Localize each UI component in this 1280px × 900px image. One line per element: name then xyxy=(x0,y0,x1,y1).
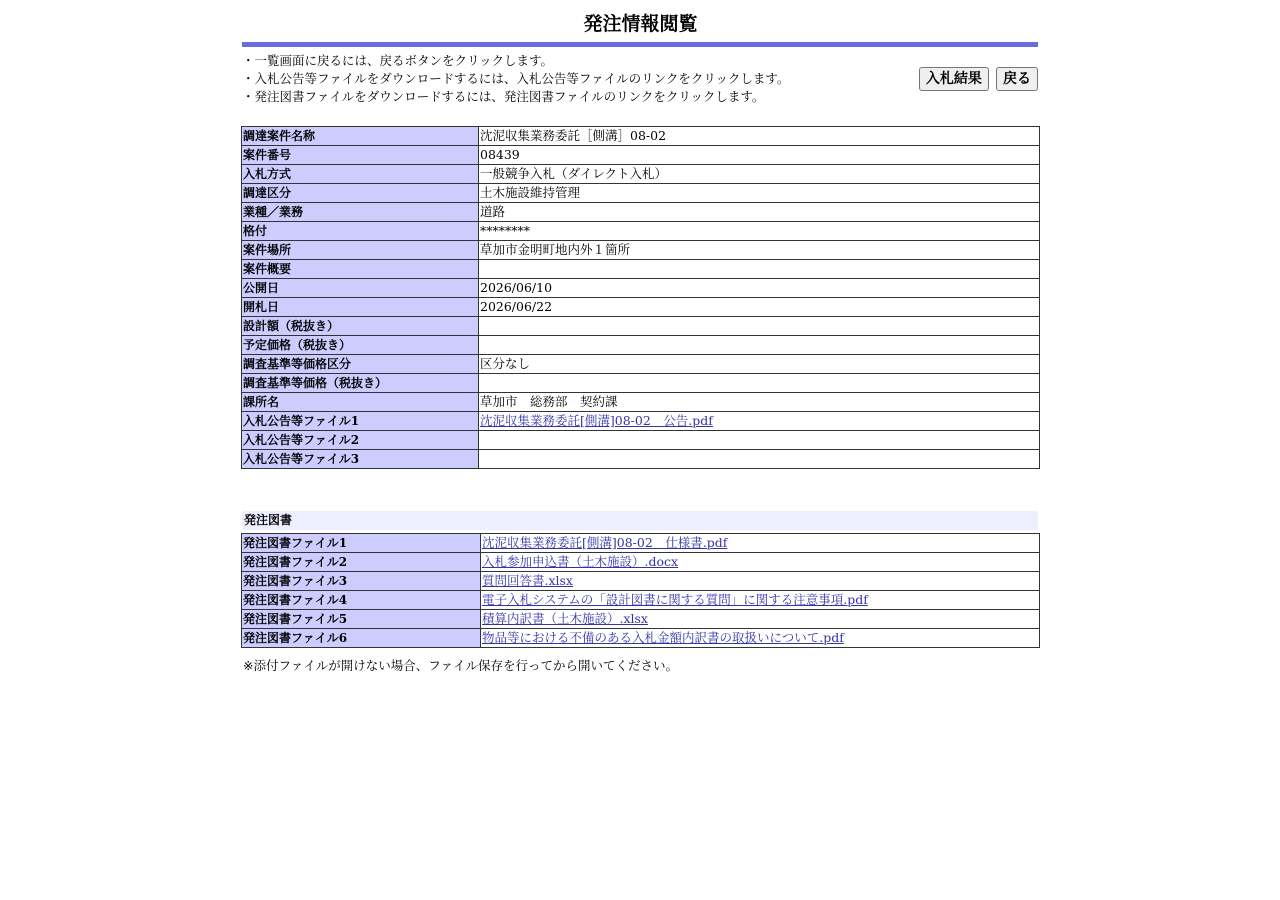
info-row xyxy=(242,393,1040,412)
info-label: 入札方式 xyxy=(242,165,479,184)
info-value: 土木施設維持管理 xyxy=(479,184,1040,203)
info-row xyxy=(242,222,1040,241)
info-value xyxy=(479,336,1040,355)
info-row xyxy=(242,336,1040,355)
drawing-file-link[interactable]: 入札参加申込書（土木施設）.docx xyxy=(482,554,679,569)
notice-file-link[interactable]: 沈泥収集業務委託[側溝]08-02 公告.pdf xyxy=(480,413,713,428)
info-row xyxy=(242,260,1040,279)
drawing-label: 発注図書ファイル6 xyxy=(242,629,481,648)
info-value: 一般競争入札（ダイレクト入札） xyxy=(479,165,1040,184)
drawing-row xyxy=(242,534,1040,553)
drawing-label: 発注図書ファイル3 xyxy=(242,572,481,591)
info-label: 設計額（税抜き） xyxy=(242,317,479,336)
info-row xyxy=(242,279,1040,298)
drawing-row xyxy=(242,610,1040,629)
info-row xyxy=(242,146,1040,165)
info-row xyxy=(242,298,1040,317)
info-value xyxy=(479,317,1040,336)
info-value xyxy=(479,450,1040,469)
info-label: 入札公告等ファイル1 xyxy=(242,412,479,431)
drawing-row xyxy=(242,591,1040,610)
drawings-table xyxy=(241,533,1040,648)
drawing-value xyxy=(481,610,1040,629)
drawing-label: 発注図書ファイル4 xyxy=(242,591,481,610)
drawing-label: 発注図書ファイル1 xyxy=(242,534,481,553)
info-value: 区分なし xyxy=(479,355,1040,374)
drawings-heading: 発注図書 xyxy=(242,511,1038,530)
drawing-file-link[interactable]: 物品等における不備のある入札金額内訳書の取扱いについて.pdf xyxy=(482,630,844,645)
drawing-file-link[interactable]: 沈泥収集業務委託[側溝]08-02 仕様書.pdf xyxy=(482,535,728,550)
info-value: ******** xyxy=(479,222,1040,241)
info-label: 案件概要 xyxy=(242,260,479,279)
attachment-note: ※添付ファイルが開けない場合、ファイル保存を行ってから開いてください。 xyxy=(243,658,678,673)
info-value: 草加市 総務部 契約課 xyxy=(479,393,1040,412)
info-label: 業種／業務 xyxy=(242,203,479,222)
info-row xyxy=(242,374,1040,393)
drawing-file-link[interactable]: 電子入札システムの「設計図書に関する質問」に関する注意事項.pdf xyxy=(482,592,868,607)
info-value xyxy=(479,260,1040,279)
page-title: 発注情報閲覧 xyxy=(583,13,698,35)
drawing-value xyxy=(481,591,1040,610)
info-value: 2026/06/10 xyxy=(479,279,1040,298)
info-value: 沈泥収集業務委託［側溝］08-02 xyxy=(479,127,1040,146)
info-label: 開札日 xyxy=(242,298,479,317)
drawing-row xyxy=(242,553,1040,572)
info-row xyxy=(242,165,1040,184)
instruction-line: ・入札公告等ファイルをダウンロードするには、入札公告等ファイルのリンクをクリックします。 xyxy=(242,71,790,86)
drawing-label: 発注図書ファイル2 xyxy=(242,553,481,572)
action-buttons xyxy=(912,67,1038,91)
info-value: 草加市金明町地内外１箇所 xyxy=(479,241,1040,260)
title-divider xyxy=(242,42,1038,47)
info-label: 入札公告等ファイル3 xyxy=(242,450,479,469)
info-label: 公開日 xyxy=(242,279,479,298)
info-row xyxy=(242,355,1040,374)
info-value: 2026/06/22 xyxy=(479,298,1040,317)
info-value xyxy=(479,431,1040,450)
procurement-info-table xyxy=(241,126,1040,469)
info-label: 調査基準等価格（税抜き） xyxy=(242,374,479,393)
info-row xyxy=(242,317,1040,336)
info-row xyxy=(242,241,1040,260)
info-row xyxy=(242,127,1040,146)
drawing-file-link[interactable]: 積算内訳書（土木施設）.xlsx xyxy=(482,611,648,626)
info-value xyxy=(479,412,1040,431)
bid-results-button[interactable]: 入札結果 xyxy=(919,67,989,91)
drawing-row xyxy=(242,629,1040,648)
info-value: 08439 xyxy=(479,146,1040,165)
info-label: 案件番号 xyxy=(242,146,479,165)
info-label: 調達案件名称 xyxy=(242,127,479,146)
instruction-line: ・一覧画面に戻るには、戻るボタンをクリックします。 xyxy=(242,53,554,68)
info-row xyxy=(242,184,1040,203)
info-label: 入札公告等ファイル2 xyxy=(242,431,479,450)
drawing-file-link[interactable]: 質問回答書.xlsx xyxy=(482,573,573,588)
info-row xyxy=(242,450,1040,469)
info-value: 道路 xyxy=(479,203,1040,222)
info-label: 調達区分 xyxy=(242,184,479,203)
info-label: 課所名 xyxy=(242,393,479,412)
info-row xyxy=(242,412,1040,431)
drawing-value xyxy=(481,572,1040,591)
info-row xyxy=(242,203,1040,222)
drawing-row xyxy=(242,572,1040,591)
info-value xyxy=(479,374,1040,393)
info-label: 案件場所 xyxy=(242,241,479,260)
drawing-value xyxy=(481,534,1040,553)
drawing-value xyxy=(481,629,1040,648)
instructions xyxy=(242,52,902,106)
drawing-value xyxy=(481,553,1040,572)
info-row xyxy=(242,431,1040,450)
drawing-label: 発注図書ファイル5 xyxy=(242,610,481,629)
info-label: 調査基準等価格区分 xyxy=(242,355,479,374)
info-label: 格付 xyxy=(242,222,479,241)
info-label: 予定価格（税抜き） xyxy=(242,336,479,355)
instruction-line: ・発注図書ファイルをダウンロードするには、発注図書ファイルのリンクをクリックします。 xyxy=(242,89,765,104)
back-button[interactable]: 戻る xyxy=(996,67,1038,91)
